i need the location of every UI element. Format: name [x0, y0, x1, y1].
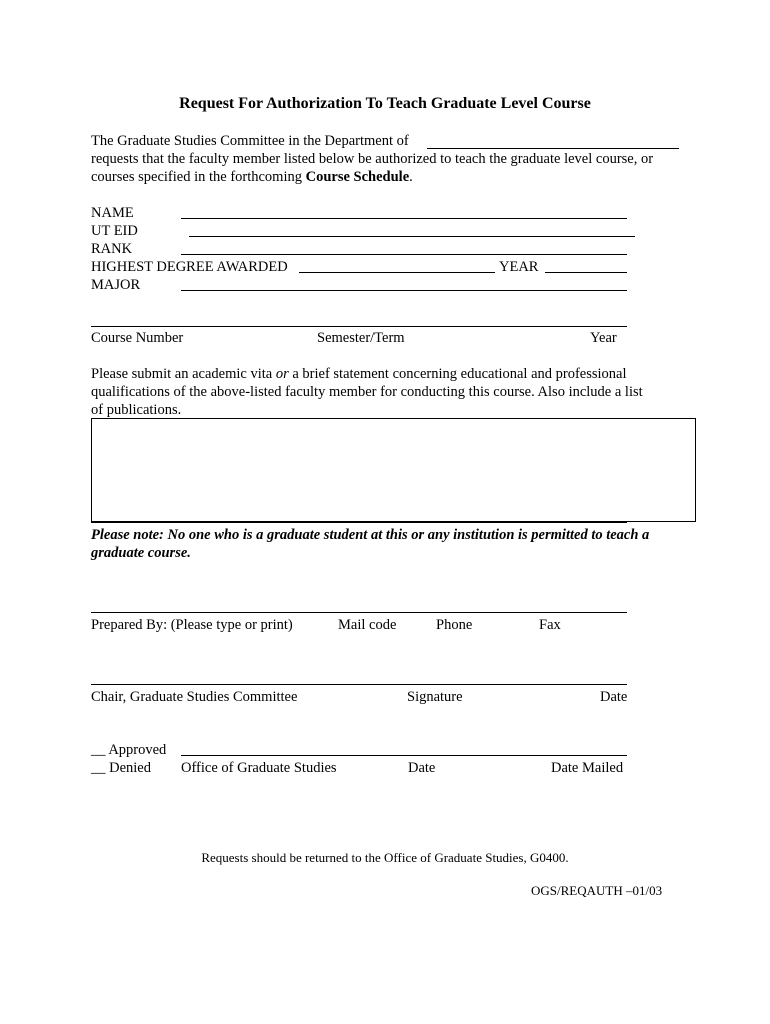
highest-degree-label: HIGHEST DEGREE AWARDED: [91, 259, 288, 275]
submit-line-1-suffix: a brief statement concerning educational and professional: [288, 366, 627, 382]
major-field[interactable]: [181, 290, 627, 291]
intro-line-1: The Graduate Studies Committee in the Department of: [91, 133, 409, 149]
department-field[interactable]: [427, 148, 679, 149]
name-field[interactable]: [181, 218, 627, 219]
semester-label: Semester/Term: [317, 330, 405, 346]
submit-or: or: [275, 366, 289, 382]
course-number-label: Course Number: [91, 330, 184, 346]
chair-label: Chair, Graduate Studies Committee: [91, 689, 298, 705]
phone-label: Phone: [436, 617, 473, 633]
highest-degree-field[interactable]: [299, 272, 495, 273]
intro-line-3: [91, 170, 413, 185]
denied-option[interactable]: __ Denied: [91, 760, 151, 776]
statement-box[interactable]: [91, 418, 696, 522]
approval-date-label: Date: [408, 760, 436, 776]
rank-label: RANK: [91, 241, 133, 257]
prepared-by-label: Prepared By: (Please type or print): [91, 617, 293, 633]
ut-eid-label: UT EID: [91, 223, 138, 239]
submit-line-1: [91, 367, 627, 382]
form-code: OGS/REQAUTH –01/03: [531, 883, 663, 898]
prepared-line[interactable]: [91, 612, 627, 613]
rank-field[interactable]: [181, 254, 627, 255]
fax-label: Fax: [539, 617, 561, 633]
signature-label: Signature: [407, 689, 463, 705]
year-label: YEAR: [499, 259, 539, 275]
note-line-2: graduate course.: [91, 545, 191, 561]
note-line-1: Please note: No one who is a graduate student at this or any institution is permitted to teach a: [91, 527, 650, 543]
statement-box-underline: [91, 522, 627, 523]
page-title: Request For Authorization To Teach Graduate Level Course: [179, 95, 591, 112]
ut-eid-field[interactable]: [189, 236, 635, 237]
submit-line-3: of publications.: [91, 402, 182, 418]
chair-line[interactable]: [91, 684, 627, 685]
mail-code-label: Mail code: [338, 617, 397, 633]
course-year-label: Year: [590, 330, 617, 346]
intro-line-3-prefix: courses specified in the forthcoming: [91, 169, 306, 185]
major-label: MAJOR: [91, 277, 141, 293]
chair-date-label: Date: [600, 689, 628, 705]
return-note: Requests should be returned to the Office of Graduate Studies, G0400.: [201, 850, 569, 865]
submit-line-2: qualifications of the above-listed faculty member for conducting this course. Also include a list: [91, 384, 643, 400]
submit-line-1-prefix: Please submit an academic vita: [91, 366, 276, 382]
year-field[interactable]: [545, 272, 627, 273]
course-schedule-label: Course Schedule: [305, 169, 410, 185]
office-label: Office of Graduate Studies: [181, 760, 337, 776]
intro-line-2: requests that the faculty member listed below be authorized to teach the graduate level course, or: [91, 151, 654, 167]
approval-line[interactable]: [181, 755, 627, 756]
course-line[interactable]: [91, 326, 627, 327]
name-label: NAME: [91, 205, 134, 221]
date-mailed-label: Date Mailed: [551, 760, 624, 776]
intro-line-3-suffix: .: [409, 169, 413, 185]
approved-option[interactable]: __ Approved: [91, 742, 167, 758]
